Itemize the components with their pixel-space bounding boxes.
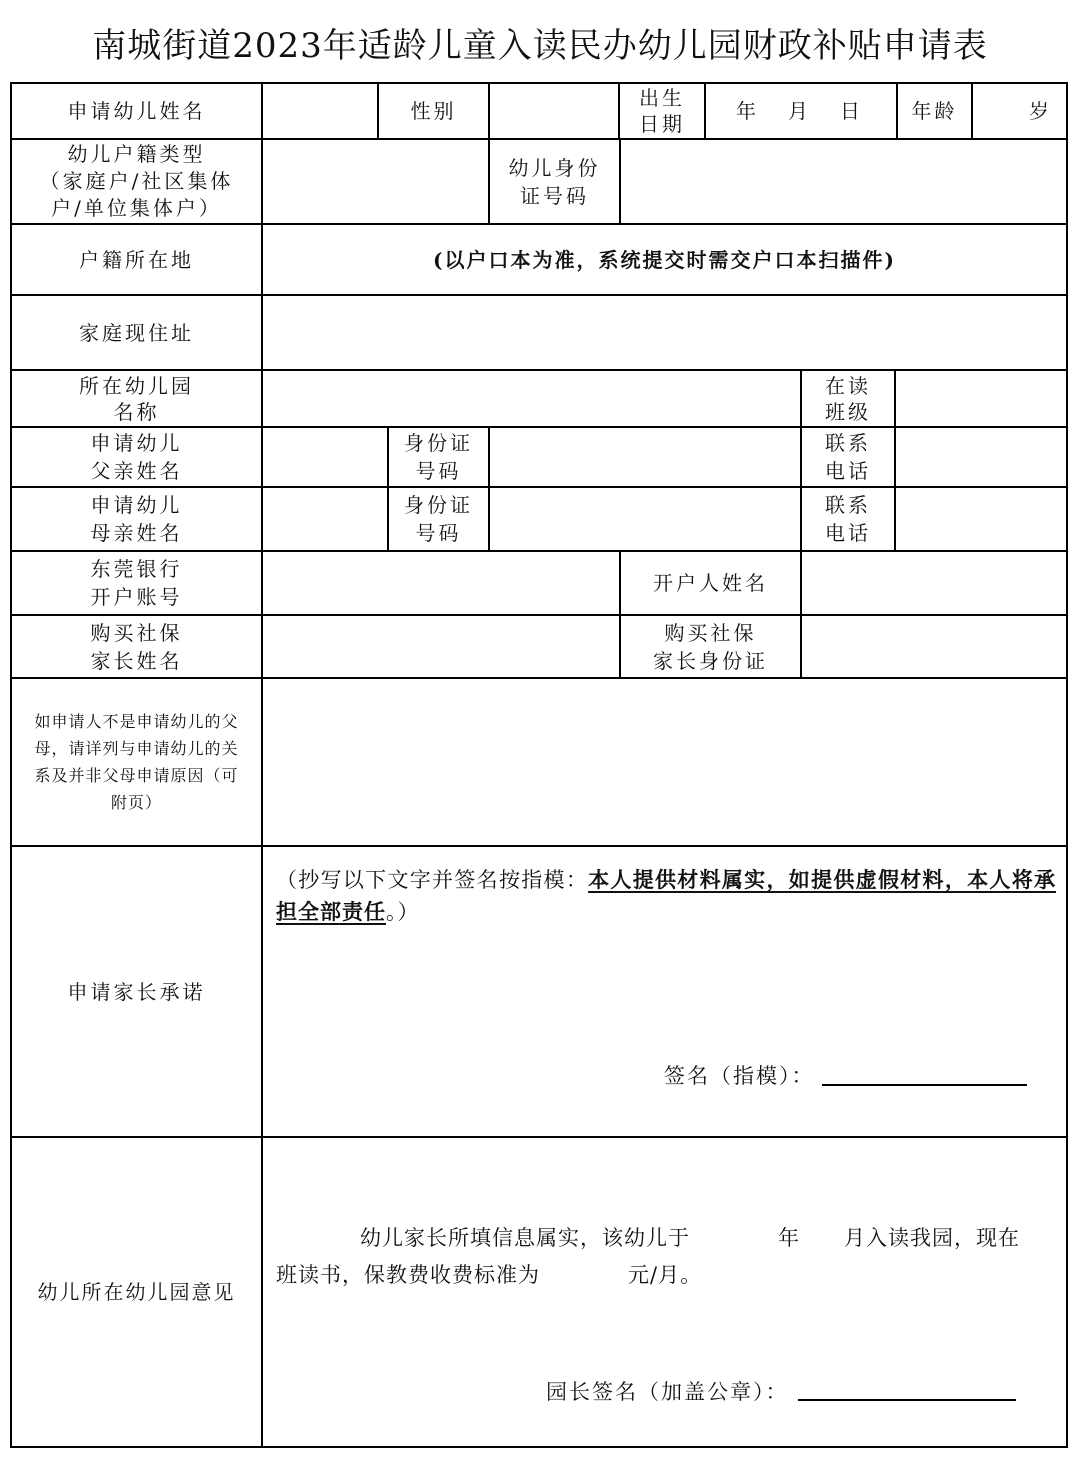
label-text: 出生: [639, 86, 685, 110]
social-security-parent-name-field[interactable]: [263, 616, 619, 677]
label-mother-name: [12, 488, 261, 550]
promise-signature-line[interactable]: [822, 1084, 1027, 1086]
label-social-security-parent-name: [12, 616, 261, 677]
label-text: 电话: [825, 459, 871, 483]
child-name-field[interactable]: [263, 84, 377, 138]
label-text: 身份证: [404, 493, 473, 517]
age-field[interactable]: [973, 84, 1066, 138]
promise-statement: 本人提供材料属实，如提供虚假材料，本人将承担全部责任: [276, 867, 1057, 924]
promise-instruction: [276, 864, 1056, 928]
label-age: [898, 84, 971, 138]
label-text: 日期: [639, 112, 685, 136]
promise-suffix: 。）: [386, 900, 420, 924]
label-father-name: [12, 428, 261, 486]
label-mother-phone: [802, 488, 894, 550]
label-child-id: [490, 140, 619, 223]
label-text: 号码: [415, 459, 462, 483]
label-text: 联系: [825, 431, 871, 455]
label-text: 家长身份证: [653, 648, 768, 673]
mother-id-field[interactable]: [490, 488, 800, 550]
label-text: 开户账号: [90, 585, 183, 609]
label-text: 系及并非父母申请原因（可: [34, 766, 239, 785]
kindergarten-name-field[interactable]: [263, 371, 800, 426]
label-text: 幼儿所在幼儿园意见: [37, 1280, 236, 1304]
label-text: 证号码: [520, 183, 589, 208]
label-text: 户/单位集体户）: [51, 196, 222, 220]
label-text: 所在幼儿园: [79, 373, 194, 398]
principal-signature-line[interactable]: [798, 1399, 1016, 1401]
father-name-field[interactable]: [263, 428, 387, 486]
label-bank-account: [12, 552, 261, 614]
opinion-line-1: 幼儿家长所填信息属实，该幼儿于 年 月入读我园，现在: [360, 1226, 1020, 1250]
label-text: 幼儿户籍类型: [67, 142, 206, 166]
hukou-place-field[interactable]: [263, 225, 1066, 294]
label-text: 幼儿身份: [508, 155, 601, 180]
kindergarten-opinion-text: [276, 1220, 1056, 1294]
gender-field[interactable]: [490, 84, 618, 138]
label-non-parent-applicant: [12, 679, 261, 845]
account-holder-field[interactable]: [802, 552, 1066, 614]
hukou-note-text: (以户口本为准，系统提交时需交户口本扫描件): [433, 247, 896, 272]
label-text: 附页）: [110, 793, 162, 812]
label-text: 母亲姓名: [90, 521, 183, 545]
label-text: 开户人姓名: [653, 571, 768, 595]
address-field[interactable]: [263, 296, 1066, 369]
label-text: 申请幼儿姓名: [67, 99, 206, 123]
label-text: 如申请人不是申请幼儿的父: [34, 712, 239, 731]
label-text: 年龄: [911, 99, 958, 123]
birth-date-field[interactable]: [706, 84, 896, 138]
promise-signature-label: 签名（指模）：: [664, 1064, 815, 1088]
label-text: 东莞银行: [90, 557, 183, 581]
table-border-bottom: [10, 1446, 1068, 1448]
label-address: [12, 296, 261, 369]
label-text: 购买社保: [90, 620, 183, 645]
label-gender: [379, 84, 488, 138]
father-id-field[interactable]: [490, 428, 800, 486]
label-hukou-type: [12, 140, 261, 223]
label-account-holder: [621, 552, 800, 614]
label-kindergarten-name: [12, 371, 261, 426]
label-text: 在读: [825, 373, 871, 398]
opinion-line-2: 班读书，保教费收费标准为 元/月。: [276, 1263, 703, 1287]
promise-prefix: （抄写以下文字并签名按指模：: [276, 868, 589, 892]
label-text: 母，请详列与申请幼儿的关: [34, 739, 239, 758]
social-security-parent-id-field[interactable]: [802, 616, 1066, 677]
label-text: 购买社保: [664, 620, 757, 645]
label-kindergarten-opinion: [12, 1138, 261, 1446]
hukou-type-field[interactable]: [263, 140, 488, 223]
label-mother-id: [389, 488, 488, 550]
father-phone-field[interactable]: [896, 428, 1066, 486]
label-class: [802, 371, 894, 426]
label-father-id: [389, 428, 488, 486]
label-text: 家长姓名: [90, 648, 183, 673]
non-parent-reason-field[interactable]: [263, 679, 1066, 845]
label-text: 身份证: [404, 431, 473, 455]
age-unit-text: 岁: [1029, 99, 1052, 123]
label-text: 性别: [410, 99, 457, 123]
label-text: 申请幼儿: [90, 493, 183, 517]
mother-phone-field[interactable]: [896, 488, 1066, 550]
table-border-right: [1066, 82, 1068, 1448]
bank-account-field[interactable]: [263, 552, 619, 614]
class-field[interactable]: [896, 371, 1066, 426]
principal-signature-label: 园长签名（加盖公章）：: [546, 1380, 789, 1404]
label-text: 户籍所在地: [79, 247, 194, 272]
label-text: 父亲姓名: [90, 459, 183, 483]
label-social-security-parent-id: [621, 616, 800, 677]
mother-name-field[interactable]: [263, 488, 387, 550]
label-text: 班级: [825, 399, 871, 424]
label-hukou-place: [12, 225, 261, 294]
label-text: 联系: [825, 493, 871, 517]
form-title: 南城街道2023年适龄儿童入读民办幼儿园财政补贴申请表: [92, 26, 988, 66]
label-text: 申请家长承诺: [67, 979, 206, 1004]
label-text: 申请幼儿: [90, 431, 183, 455]
label-father-phone: [802, 428, 894, 486]
label-birth-date: [620, 84, 704, 138]
label-parent-promise: [12, 847, 261, 1136]
label-child-name: [12, 84, 261, 138]
date-ymd-text: 年 月 日: [736, 99, 866, 123]
child-id-field[interactable]: [621, 140, 1066, 223]
label-text: 家庭现住址: [79, 320, 194, 345]
label-text: （家庭户/社区集体: [39, 169, 234, 193]
label-text: 号码: [415, 521, 462, 545]
label-text: 名称: [113, 399, 160, 424]
label-text: 电话: [825, 521, 871, 545]
